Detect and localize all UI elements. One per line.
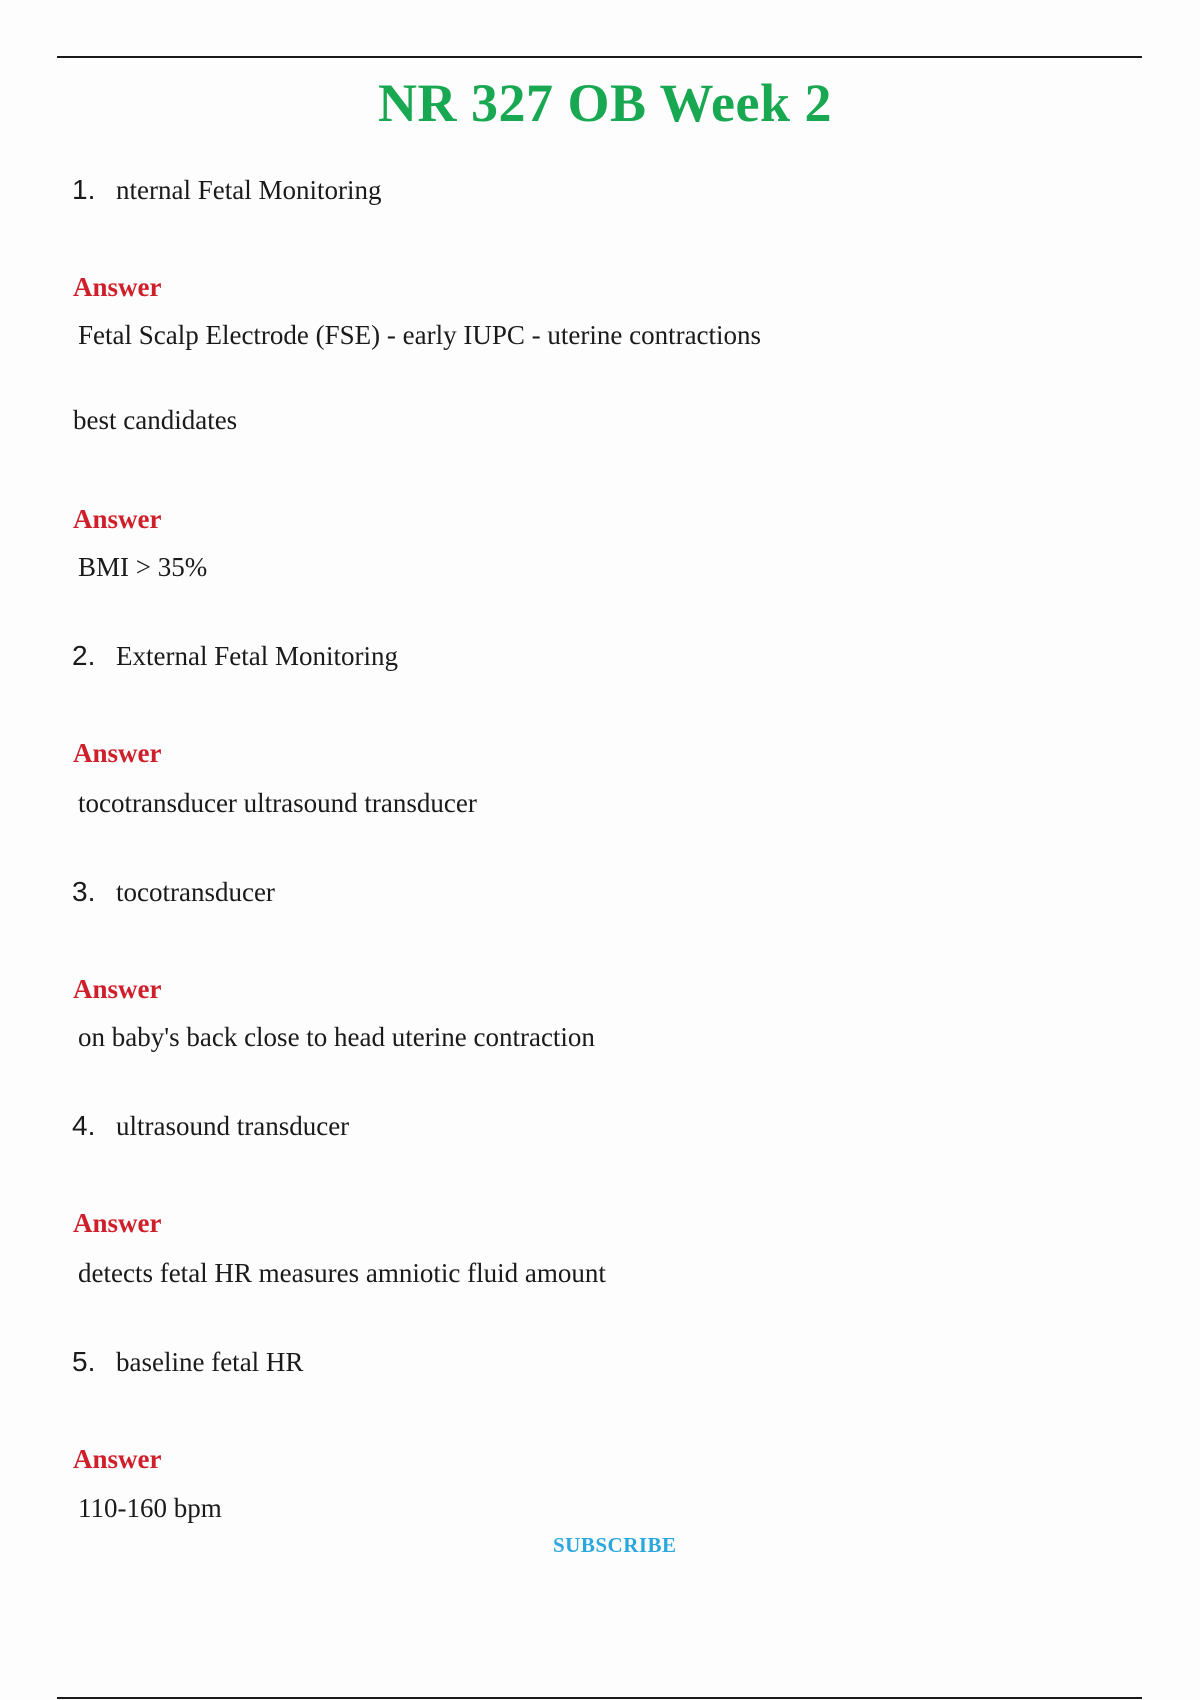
question-number: 3. [72, 876, 96, 907]
answer-label: Answer [73, 738, 162, 768]
answer-label: Answer [73, 1444, 162, 1474]
question-text: External Fetal Monitoring [116, 641, 398, 671]
question-text: ultrasound transducer [116, 1111, 350, 1141]
question-number: 4. [72, 1110, 96, 1141]
page-title: NR 327 OB Week 2 [377, 73, 833, 133]
question-number: 1. [72, 174, 96, 205]
answer-label: Answer [73, 1208, 162, 1238]
question-text: tocotransducer [116, 877, 275, 907]
answer-label: Answer [73, 974, 162, 1004]
subscribe-link[interactable]: SUBSCRIBE [553, 1533, 677, 1557]
answer-label: Answer [73, 504, 162, 534]
answer-text: detects fetal HR measures amniotic fluid amount [78, 1258, 606, 1288]
question-1 [72, 174, 381, 206]
question-text: baseline fetal HR [116, 1347, 304, 1377]
answer-text: 110-160 bpm [78, 1493, 222, 1523]
top-rule [57, 56, 1142, 58]
bottom-rule [57, 1697, 1142, 1699]
question-5 [72, 1346, 303, 1378]
answer-text: BMI > 35% [78, 552, 208, 582]
answer-text: Fetal Scalp Electrode (FSE) - early IUPC - uterine contractions [78, 320, 762, 350]
question-4 [72, 1110, 349, 1142]
question-text: nternal Fetal Monitoring [116, 175, 382, 205]
answer-text: on baby's back close to head uterine contraction [78, 1022, 595, 1052]
question-number: 2. [72, 640, 96, 671]
sub-question-text: best candidates [73, 405, 238, 435]
question-2 [72, 640, 398, 672]
question-3 [72, 876, 275, 908]
answer-text: tocotransducer ultrasound transducer [78, 788, 477, 818]
question-number: 5. [72, 1346, 96, 1377]
answer-label: Answer [73, 272, 162, 302]
